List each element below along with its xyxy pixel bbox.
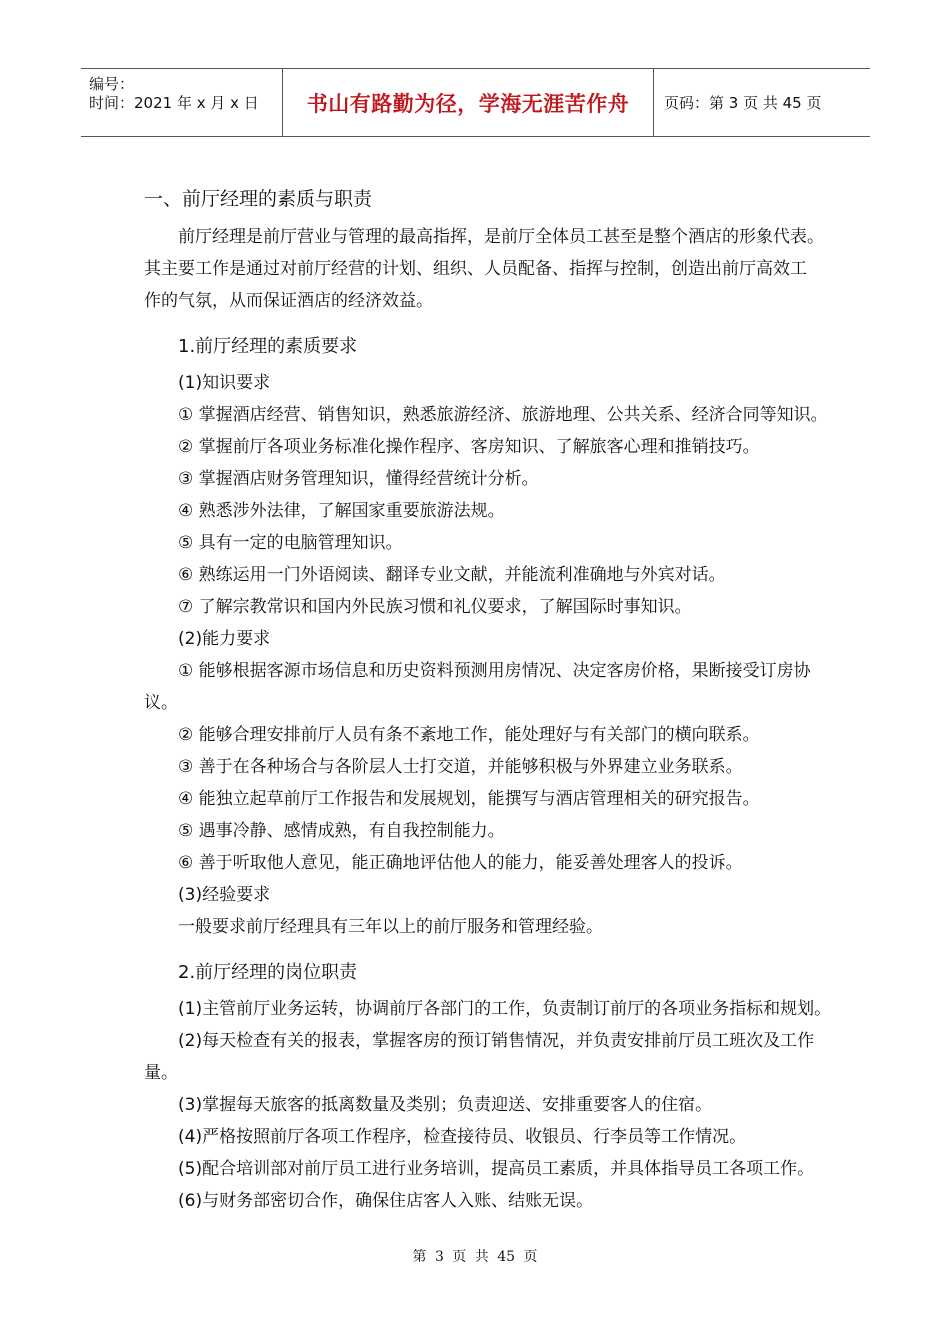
paragraph-line: 一般要求前厅经理具有三年以上的前厅服务和管理经验。 bbox=[178, 917, 603, 937]
document-header bbox=[81, 68, 870, 137]
time-label: 时间：2021 年 x 月 x 日 bbox=[89, 94, 259, 112]
number-label: 编号： bbox=[89, 75, 135, 93]
list-item: ③ 善于在各种场合与各阶层人士打交道，并能够积极与外界建立业务联系。 bbox=[178, 757, 743, 777]
subsection-title: 2.前厅经理的岗位职责 bbox=[178, 962, 358, 983]
list-item: ⑦ 了解宗教常识和国内外民族习惯和礼仪要求，了解国际时事知识。 bbox=[178, 597, 692, 617]
list-item: ① 能够根据客源市场信息和历史资料预测用房情况、决定客房价格，果断接受订房协 bbox=[178, 661, 811, 681]
list-item-continuation: 量。 bbox=[144, 1063, 178, 1083]
paragraph-line: 前厅经理是前厅营业与管理的最高指挥，是前厅全体员工甚至是整个酒店的形象代表。 bbox=[178, 227, 824, 247]
list-item: ② 掌握前厅各项业务标准化操作程序、客房知识、了解旅客心理和推销技巧。 bbox=[178, 437, 760, 457]
list-item: ⑤ 遇事冷静、感情成熟，有自我控制能力。 bbox=[178, 821, 505, 841]
list-item: (2)每天检查有关的报表，掌握客房的预订销售情况，并负责安排前厅员工班次及工作 bbox=[178, 1031, 815, 1051]
list-item: ⑤ 具有一定的电脑管理知识。 bbox=[178, 533, 403, 553]
list-item: (5)配合培训部对前厅员工进行业务培训，提高员工素质，并具体指导员工各项工作。 bbox=[178, 1159, 815, 1179]
list-item: ④ 能独立起草前厅工作报告和发展规划，能撰写与酒店管理相关的研究报告。 bbox=[178, 789, 760, 809]
list-item-continuation: 议。 bbox=[144, 693, 178, 713]
list-heading: (3)经验要求 bbox=[178, 885, 271, 905]
list-item: ⑥ 善于听取他人意见，能正确地评估他人的能力，能妥善处理客人的投诉。 bbox=[178, 853, 743, 873]
list-item: (4)严格按照前厅各项工作程序，检查接待员、收银员、行李员等工作情况。 bbox=[178, 1127, 747, 1147]
list-item: ④ 熟悉涉外法律，了解国家重要旅游法规。 bbox=[178, 501, 505, 521]
motto: 书山有路勤为径，学海无涯苦作舟 bbox=[283, 69, 654, 136]
list-heading: (2)能力要求 bbox=[178, 629, 271, 649]
paragraph-line: 作的气氛，从而保证酒店的经济效益。 bbox=[144, 291, 433, 311]
header-page-info: 页码：第 3 页 共 45 页 bbox=[664, 94, 822, 112]
header-meta-cell bbox=[81, 69, 283, 136]
section-title: 一、前厅经理的素质与职责 bbox=[144, 188, 373, 210]
list-item: ③ 掌握酒店财务管理知识，懂得经营统计分析。 bbox=[178, 469, 539, 489]
list-item: ② 能够合理安排前厅人员有条不紊地工作，能处理好与有关部门的横向联系。 bbox=[178, 725, 760, 745]
subsection-title: 1.前厅经理的素质要求 bbox=[178, 336, 358, 357]
list-heading: (1)知识要求 bbox=[178, 373, 271, 393]
list-item: (1)主管前厅业务运转，协调前厅各部门的工作，负责制订前厅的各项业务指标和规划。 bbox=[178, 999, 832, 1019]
list-item: ① 掌握酒店经营、销售知识，熟悉旅游经济、旅游地理、公共关系、经济合同等知识。 bbox=[178, 405, 828, 425]
list-item: ⑥ 熟练运用一门外语阅读、翻译专业文献，并能流利准确地与外宾对话。 bbox=[178, 565, 726, 585]
list-item: (6)与财务部密切合作，确保住店客人入账、结账无误。 bbox=[178, 1191, 594, 1211]
page-footer: 第 3 页 共 45 页 bbox=[412, 1249, 538, 1265]
paragraph-line: 其主要工作是通过对前厅经营的计划、组织、人员配备、指挥与控制，创造出前厅高效工 bbox=[144, 259, 807, 279]
list-item: (3)掌握每天旅客的抵离数量及类别；负责迎送、安排重要客人的住宿。 bbox=[178, 1095, 713, 1115]
